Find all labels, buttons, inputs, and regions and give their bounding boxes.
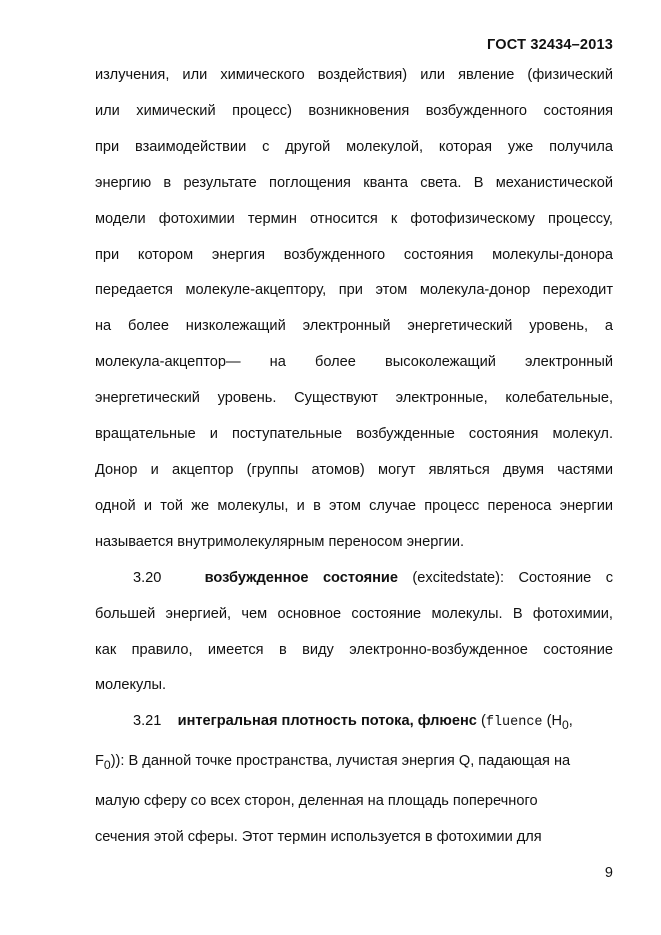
text-line: модели фотохимии термин относится к фотофизическому процессу, [95,210,613,227]
term-english: fluence [485,715,543,731]
text-line: энергию в результате поглощения кванта света. В механистической [95,174,613,191]
text-line: при котором энергия возбужденного состояния молекулы-донора [95,246,613,263]
subscript: 0 [103,758,111,773]
term-number: 3.21 [133,713,162,730]
term-title: возбужденное состояние [204,569,398,586]
term-3-21-heading [95,704,613,744]
text-line: передается молекуле-акцептору, при этом молекула-донор переходит [95,282,613,299]
text-line: большей энергией, чем основное состояние молекулы. В фотохимии, [95,605,613,622]
text-line: молекула-акцептор— на более высоколежащий электронный [95,354,613,371]
term-symbol-h: (H [542,713,563,730]
term-definition-start: )): В данной точке пространства, лучистая энергия Q, падающая на [110,753,571,770]
text-line: или химический процесс) возникновения возбужденного состояния [95,102,613,119]
document-code: ГОСТ 32434–2013 [487,37,613,53]
text-line: называется внутримолекулярным переносом энергии. [95,533,465,550]
text-line: на более низколежащий электронный энергетический уровень, а [95,318,613,335]
text-line: энергетический уровень. Существуют электронные, колебательные, [95,390,613,407]
term-3-20-heading [95,561,613,597]
text-line: при взаимодействии с другой молекулой, которая уже получила [95,138,613,155]
term-symbol-f: F [95,753,104,770]
subscript: 0 [562,718,569,733]
text-line: вращательные и поступательные возбужденные состояния молекул. [95,426,613,443]
term-title: интегральная плотность потока, флюенс [177,713,477,730]
body-text [95,58,613,856]
text-line: одной и той же молекулы, и в этом случае процесс переноса энергии [95,497,613,514]
page-number: 9 [604,865,613,881]
text-line: молекулы. [95,677,167,694]
text-line [95,744,613,784]
term-paren: ( [476,713,486,730]
term-number: 3.20 [133,569,162,586]
text-line: малую сферу со всех сторон, деленная на площадь поперечного [95,792,538,809]
term-comma: , [568,713,573,730]
text-line: излучения, или химического воздействия) или явление (физический [95,67,613,83]
text-line: сечения этой сферы. Этот термин используется в фотохимии для [95,828,542,845]
text-line: Донор и акцептор (группы атомов) могут являться двумя частями [95,461,613,478]
term-definition-start: (excitedstate): Состояние с [412,569,614,586]
text-line: как правило, имеется в виду электронно-возбужденное состояние [95,641,613,658]
